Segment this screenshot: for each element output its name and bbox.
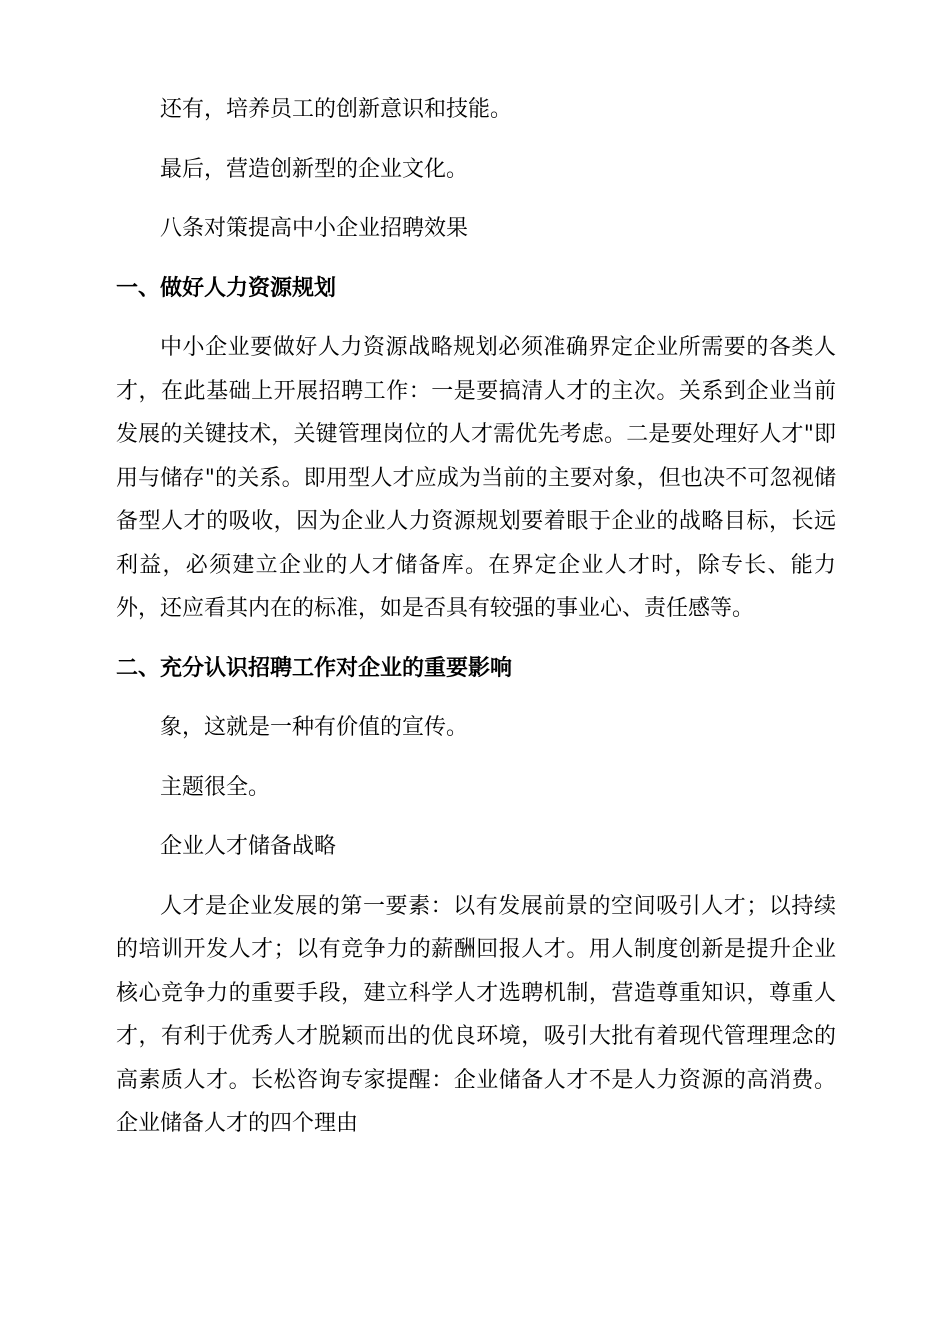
text-line-valuable-publicity: 象，这就是一种有价值的宣传。: [160, 715, 469, 740]
text-line-theme: 主题很全。: [160, 774, 271, 800]
paragraph-hr-planning: 中小企业要做好人力资源战略规划必须准确界定企业所需要的各类人才，在此基础上开展招聘工作：一是要搞清人才的主次。关系到企业当前发展的关键技术，关键管理岗位的人才需优先考虑。二是要处理好人才"即用与储存"的关系。即用型人才应成为当前的主要对象，但也决不可忽视储备型人才的吸收，因为企业人力资源规划要着眼于企业的战略目标，长远利益，必须建立企业的人才储备库。在界定企业人才时，除专长、能力外，还应看其内在的标准，如是否具有较强的事业心、责任感等。: [116, 335, 836, 621]
text-line-innovation-culture: 最后，营造创新型的企业文化。: [160, 156, 469, 182]
text-line-talent-reserve-strategy: 企业人才储备战略: [160, 834, 337, 859]
text-line-recruitment-title: 八条对策提高中小企业招聘效果: [160, 216, 469, 241]
text-line-innovation-skills: 还有，培养员工的创新意识和技能。: [160, 97, 513, 122]
section-heading-hr-planning: 一、做好人力资源规划: [116, 274, 337, 301]
document-page: [116, 88, 836, 1146]
paragraph-talent-reserve: 人才是企业发展的第一要素：以有发展前景的空间吸引人才；以持续的培训开发人才；以有竞争力的薪酬回报人才。用人制度创新是提升企业核心竞争力的重要手段，建立科学人才选聘机制，营造尊重知识，尊重人才，有利于优秀人才脱颖而出的优良环境，吸引大批有着现代管理理念的高素质人才。长松咨询专家提醒：企业储备人才不是人力资源的高消费。企业储备人才的四个理由: [116, 893, 836, 1136]
section-heading-recruitment-impact: 二、充分认识招聘工作对企业的重要影响: [116, 654, 513, 681]
